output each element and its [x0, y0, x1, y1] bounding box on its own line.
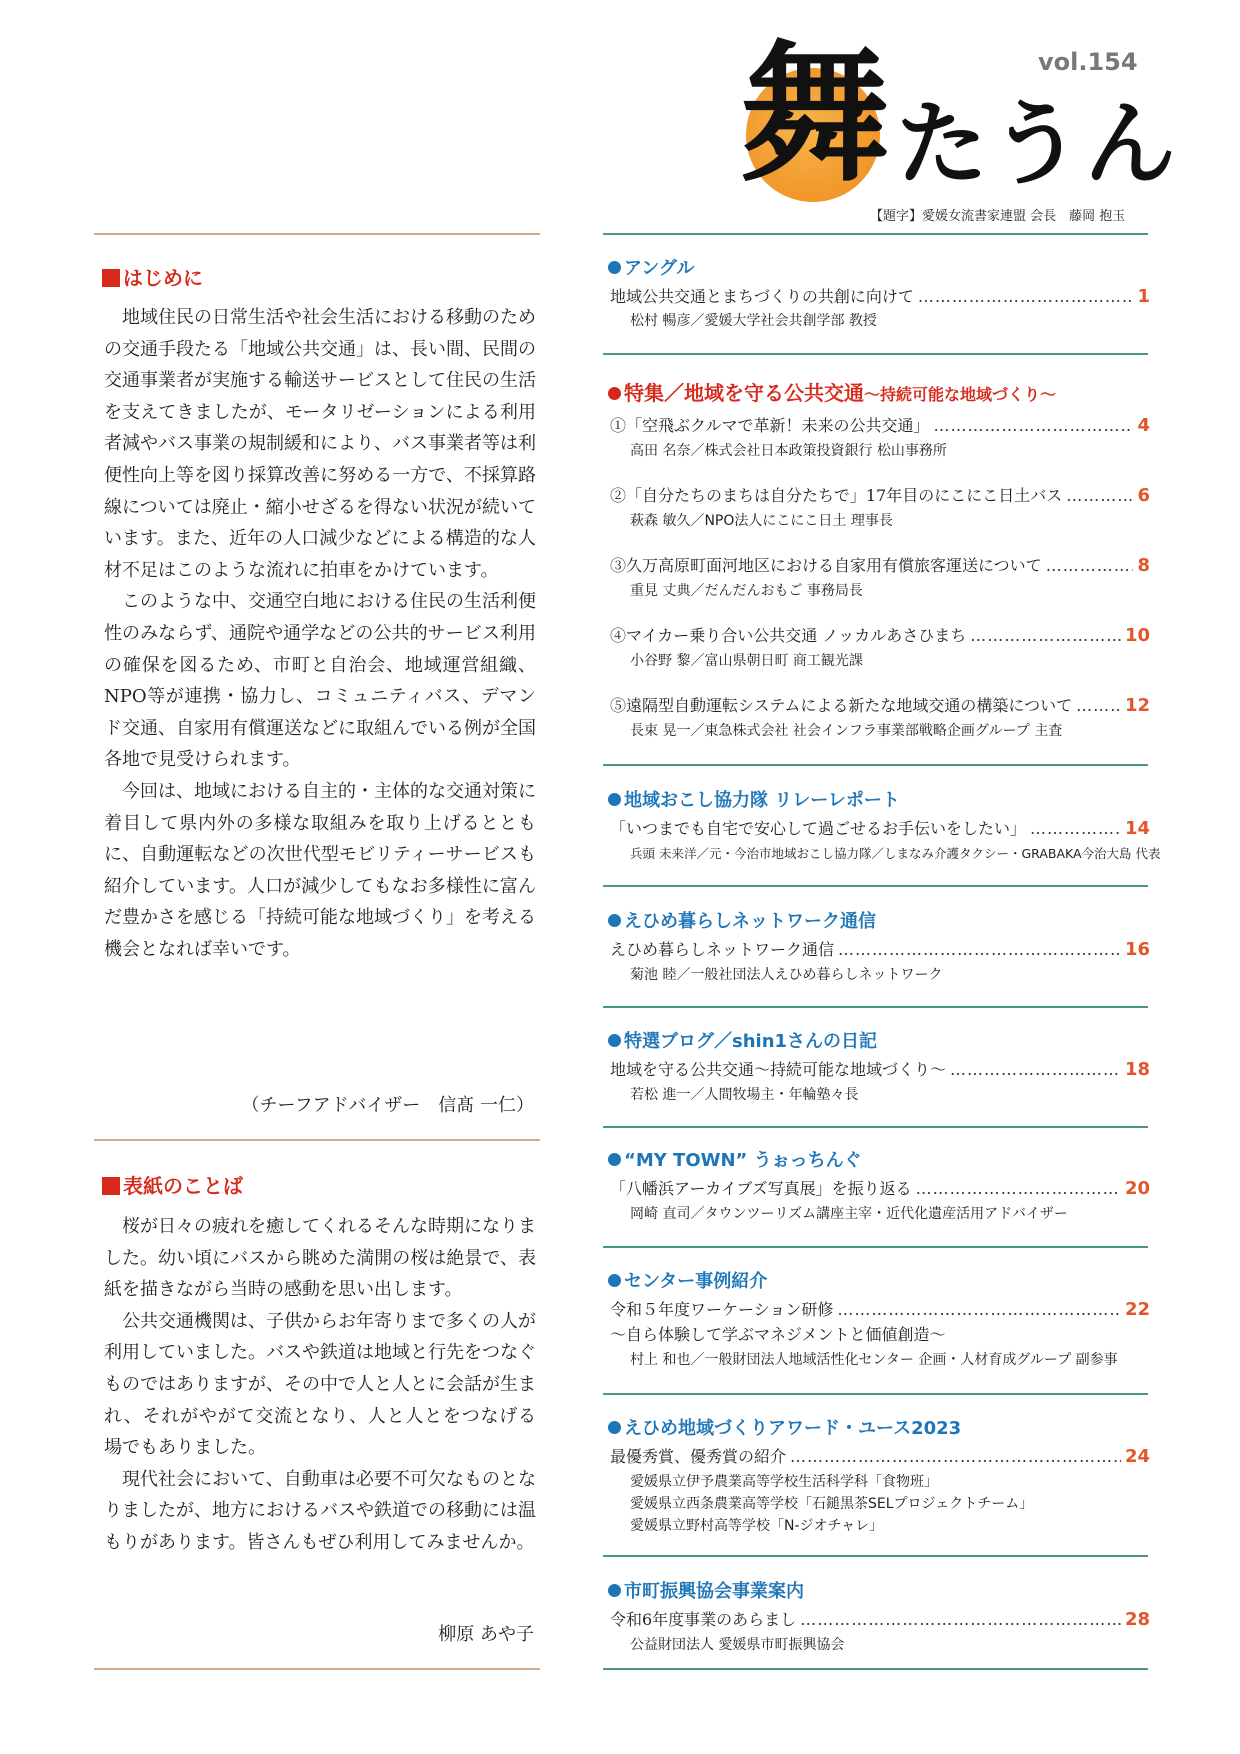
divider: [94, 1139, 540, 1141]
toc-entry[interactable]: 令和6年度事業のあらまし ………………………………………………………………………………… 28: [610, 1607, 1150, 1629]
toc-entry[interactable]: 令和５年度ワーケーション研修 ………………………………………………………………………………… 22: [610, 1297, 1150, 1319]
logo-kanji: 舞: [740, 27, 893, 203]
divider: [603, 1555, 1148, 1557]
toc-author: 松村 暢彦／愛媛大学社会共創学部 教授: [630, 313, 877, 329]
section-heading-cover: 表紙のことば: [102, 1170, 243, 1199]
toc-author: 小谷野 黎／富山県朝日町 商工観光課: [630, 653, 863, 669]
toc-entry[interactable]: 地域公共交通とまちづくりの共創に向けて ………………………………………………………………………………… 1: [610, 284, 1150, 306]
toc-author: 萩森 敏久／NPO法人にこにこ日土 理事長: [630, 513, 893, 529]
paragraph: 地域住民の日常生活や社会生活における移動のための交通手段たる「地域公共交通」は、長い間、民間の交通事業者が実施する輸送サービスとして住民の生活を支えてきましたが、モータリゼーションによる利用者減やバス事業の規制緩和により、バス事業者等は利便性向上等を図り採算改善に努める一方で、不採算路線については廃止・縮小せざるを得ない状況が続いています。また、近年の人口減少などによる構造的な人材不足はこのような流れに拍車をかけています。: [104, 307, 536, 581]
toc-heading-award: えひめ地域づくりアワード・ユース2023: [608, 1414, 961, 1440]
paragraph: 今回は、地域における自主的・主体的な交通対策に着目して県内外の多様な取組みを取り上げるとともに、自動運転などの次世代型モビリティーサービスも紹介しています。人口が減少してもなお多様性に富んだ豊かさを感じる「持続可能な地域づくり」を考える機会となれば幸いです。: [104, 780, 536, 960]
section-heading-intro: はじめに: [102, 262, 203, 291]
toc-author: 菊池 睦／一般社団法人えひめ暮らしネットワーク: [630, 967, 943, 983]
divider: [603, 1246, 1148, 1248]
divider: [94, 1668, 540, 1670]
toc-author: 若松 進一／人間牧場主・年輪塾々長: [630, 1087, 859, 1103]
toc-author: 愛媛県立伊予農業高等学校生活科学科「食物班」: [630, 1474, 938, 1490]
divider: [603, 233, 1148, 235]
toc-entry[interactable]: ④マイカー乗り合い公共交通 ノッカルあさひまち ………………………………………………………………………………… 10: [610, 623, 1150, 645]
toc-entry[interactable]: 「八幡浜アーカイブズ写真展」を振り返る ………………………………………………………………………………… 20: [610, 1176, 1150, 1198]
divider: [603, 353, 1148, 355]
toc-heading-center: センター事例紹介: [608, 1267, 767, 1293]
toc-entry[interactable]: えひめ暮らしネットワーク通信 ………………………………………………………………………………… 16: [610, 937, 1150, 959]
divider: [603, 764, 1148, 766]
title-credit: 【題字】愛媛女流書家連盟 会長 藤岡 抱玉: [870, 209, 1126, 224]
toc-subtitle: 〜自ら体験して学ぶマネジメントと価値創造〜: [610, 1325, 946, 1344]
divider: [94, 233, 540, 235]
toc-author: 愛媛県立西条農業高等学校「石鎚黒茶SELプロジェクトチーム」: [630, 1496, 1034, 1512]
toc-author: 長束 晃一／東急株式会社 社会インフラ事業部戦略企画グループ 主査: [630, 723, 1063, 739]
cover-signature: 柳原 あや子: [438, 1624, 534, 1645]
divider: [603, 1393, 1148, 1395]
toc-entry[interactable]: 最優秀賞、優秀賞の紹介 ………………………………………………………………………………… 24: [610, 1444, 1150, 1466]
toc-heading-network: えひめ暮らしネットワーク通信: [608, 907, 876, 933]
paragraph: 桜が日々の疲れを癒してくれるそんな時期になりました。幼い頃にバスから眺めた満開の桜は絶景で、表紙を描きながら当時の感動を思い出します。: [104, 1216, 536, 1301]
paragraph: このような中、交通空白地における住民の生活利便性のみならず、通院や通学などの公共的サービス利用の確保を図るため、市町と自治会、地域運営組織、NPO等が連携・協力し、コミュニティバス、デマンド交通、自家用有償運送などに取組んでいる例が全国各地で見受けられます。: [104, 591, 536, 771]
toc-heading-blog: 特選ブログ／shin1さんの日記: [608, 1027, 877, 1053]
paragraph: 公共交通機関は、子供からお年寄りまで多くの人が利用していました。バスや鉄道は地域と行先をつなぐものではありますが、その中で人と人とに会話が生まれ、それがやがて交流となり、人と人とをつなげる場でもありました。: [104, 1310, 536, 1459]
toc-heading-relay: 地域おこし協力隊 リレーレポート: [608, 786, 900, 812]
toc-author: 村上 和也／一般財団法人地域活性化センター 企画・人材育成グループ 副参事: [630, 1352, 1118, 1368]
toc-entry[interactable]: ⑤遠隔型自動運転システムによる新たな地域交通の構築について ………………………………………………………………………………… 12: [610, 693, 1150, 715]
toc-author: 兵頭 未来洋／元・今治市地域おこし協力隊／しまなみ介護タクシー・GRABAKA今治大島 代表: [630, 846, 1161, 861]
toc-entry[interactable]: ③久万高原町面河地区における自家用有償旅客運送について ………………………………………………………………………………… 8: [610, 553, 1150, 575]
divider: [603, 1006, 1148, 1008]
divider: [603, 1126, 1148, 1128]
divider: [603, 1668, 1148, 1670]
toc-entry[interactable]: 地域を守る公共交通〜持続可能な地域づくり〜 ………………………………………………………………………………… 18: [610, 1057, 1150, 1079]
toc-entry[interactable]: ②「自分たちのまちは自分たちで」17年目のにこにこ日土バス ………………………………………………………………………………… 6: [610, 483, 1150, 505]
toc-entry[interactable]: ①「空飛ぶクルマで革新！未来の公共交通」 ………………………………………………………………………………… 4: [610, 413, 1150, 435]
toc-author: 高田 名奈／株式会社日本政策投資銀行 松山事務所: [630, 443, 947, 459]
paragraph: 現代社会において、自動車は必要不可欠なものとなりましたが、地方におけるバスや鉄道での移動には温もりがあります。皆さんもぜひ利用してみませんか。: [104, 1468, 536, 1553]
intro-signature: （チーフアドバイザー 信髙 一仁）: [241, 1095, 534, 1116]
divider: [603, 885, 1148, 887]
volume-number: vol.154: [1038, 48, 1138, 76]
toc-heading-angle: アングル: [608, 254, 694, 280]
intro-body: [104, 302, 536, 965]
cover-body: [104, 1211, 536, 1559]
toc-author: 重見 丈典／だんだんおもご 事務局長: [630, 583, 863, 599]
toc-heading-association: 市町振興協会事業案内: [608, 1577, 804, 1603]
logo-kana: たうん: [896, 90, 1179, 198]
toc-heading-feature: 特集／地域を守る公共交通〜持続可能な地域づくり〜: [608, 377, 1056, 406]
toc-author: 岡崎 直司／タウンツーリズム講座主宰・近代化遺産活用アドバイザー: [630, 1206, 1068, 1222]
toc-entry[interactable]: 「いつまでも自宅で安心して過ごせるお手伝いをしたい」 ………………………………………………………………………………… 14: [610, 816, 1150, 838]
toc-author: 愛媛県立野村高等学校「N-ジオチャレ」: [630, 1518, 884, 1534]
toc-heading-mytown: “MY TOWN” うぉっちんぐ: [608, 1146, 862, 1172]
toc-author: 公益財団法人 愛媛県市町振興協会: [630, 1637, 845, 1653]
